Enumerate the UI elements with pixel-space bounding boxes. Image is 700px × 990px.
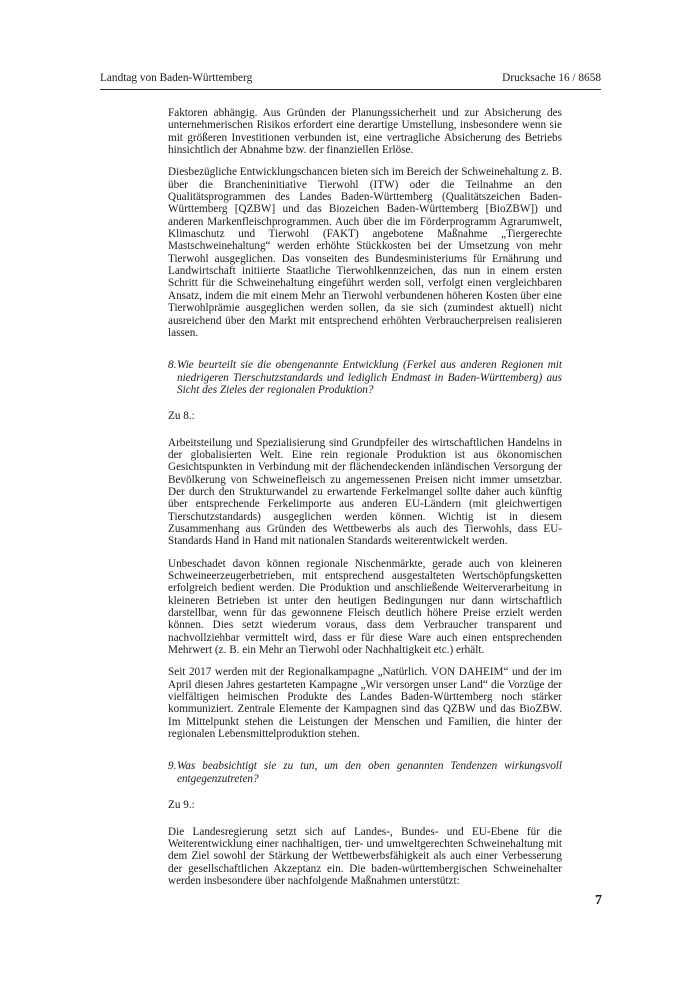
question-8 <box>168 359 562 396</box>
page-number: 7 <box>595 893 602 908</box>
answer-8-heading: Zu 8.: <box>168 410 195 423</box>
question-8-number: 8. <box>168 359 177 372</box>
header-document-number: Drucksache 16 / 8658 <box>502 72 601 84</box>
question-9 <box>168 760 562 785</box>
paragraph-regional-campaign: Seit 2017 werden mit der Regionalkampagne „Natürlich. VON DAHEIM“ und der im April diesen Jahres gestarteten Kampagne „Wir versorgen unser Land“ die Vorzüge der vielfältigen heimischen Produkte des Landes Baden-Württemberg noch stärker kommuniziert. Zentrale Elemente der Kampagnen sind das QZBW und das BioZBW. Im Mittelpunkt stehen die Leistungen der Menschen und Familien, die hinter der regionalen Lebensmittelproduktion stehen. <box>168 666 562 741</box>
paragraph-development-chances: Diesbezügliche Entwicklungschancen bieten sich im Bereich der Schweinehaltung z. B. über die Brancheninitiative Tierwohl (ITW) oder die Teilnahme an den Qualitätsprogrammen des Landes Baden-Württemberg (Qualitätszeichen Baden-Württemberg [QZBW] und das Biozeichen Baden-Württemberg [BioZBW]) und anderen Markenfleischprogrammen. Auch über die im Förderprogramm Agrarumwelt, Klimaschutz und Tierwohl (FAKT) angebotene Maßnahme „Tiergerechte Mastschweinehaltung“ werden erhöhte Stückkosten bei der Umsetzung von mehr Tierwohl ausgeglichen. Das vonseiten des Bundesministeriums für Ernährung und Landwirtschaft initiierte Staatliche Tierwohlkennzeichen, das nun in einem ersten Schritt für die Schweinehaltung eingeführt werden soll, verfolgt einen vergleichbaren Ansatz, indem die mit einem Mehr an Tierwohl verbundenen höheren Kosten über eine Tierwohlprämie ausgeglichen werden sollen, da sie sich (zumindest aktuell) nicht ausreichend über den Markt mit entsprechend erhöhten Verbraucherpreisen realisieren lassen. <box>168 166 562 339</box>
question-9-text: Was beabsichtigt sie zu tun, um den oben genannten Tendenzen wirkungsvoll entgegenzutreten? <box>177 760 562 785</box>
header-divider <box>100 89 601 90</box>
header-parliament: Landtag von Baden-Württemberg <box>100 72 253 84</box>
paragraph-division-of-labour: Arbeitsteilung und Spezialisierung sind Grundpfeiler des wirtschaftlichen Handelns in der globalisierten Welt. Eine rein regionale Produktion ist aus ökonomischen Gesichtspunkten in Verbindung mit der flächendeckenden inländischen Versorgung der Bevölkerung von Schweinefleisch zu angemessenen Preisen nicht immer umsetzbar. Der durch den Strukturwandel zu erwartende Ferkelmangel sollte daher auch künftig über entsprechende Ferkelimporte aus anderen EU-Ländern (mit gleichwertigen Tierschutzstandards) ausgeglichen werden können. Wichtig ist in diesem Zusammenhang aus Gründen des Wettbewerbs als auch des Tierwohls, dass EU-Standards Hand in Hand mit nationalen Standards weiterentwickelt werden. <box>168 436 562 548</box>
paragraph-niche-markets: Unbeschadet davon können regionale Nischenmärkte, gerade auch von kleineren Schweineerzeugerbetrieben, mit entsprechend ausgestalteten Wertschöpfungsketten erfolgreich bedient werden. Die Produktion und anschließende Weiterverarbeitung in kleineren Betrieben ist unter den heutigen Bedingungen nur dann wirtschaftlich darstellbar, wenn für das gewonnene Fleisch deutlich höhere Preise erzielt werden können. Dies setzt wiederum voraus, dass dem Verbraucher transparent und nachvollziehbar vermittelt wird, dass er für diese Ware auch einen entsprechenden Mehrwert (z. B. ein Mehr an Tierwohl oder Nachhaltigkeit etc.) erhält. <box>168 557 562 657</box>
page-header <box>100 71 601 85</box>
answer-9-heading: Zu 9.: <box>168 799 195 812</box>
question-8-text: Wie beurteilt sie die obengenannte Entwicklung (Ferkel aus anderen Regionen mit niedrigeren Tierschutzstandards und lediglich Endmast in Baden-Württemberg) aus Sicht des Zieles der regionalen Produktion? <box>177 359 562 396</box>
paragraph-continuation: Faktoren abhängig. Aus Gründen der Planungssicherheit und zur Absicherung des unternehmerischen Risikos erfordert eine derartige Umstellung, insbesondere wenn sie mit größeren Investitionen verbunden ist, eine vertragliche Absicherung des Betriebs hinsichtlich der Abnahme bzw. der finanziellen Erlöse. <box>168 107 562 157</box>
question-9-number: 9. <box>168 760 177 773</box>
document-body <box>168 107 562 887</box>
paragraph-state-government: Die Landesregierung setzt sich auf Landes-, Bundes- und EU-Ebene für die Weiterentwicklung einer nachhaltigen, tier- und umweltgerechten Schweinehaltung mit dem Ziel sowohl der Stärkung der Wettbewerbsfähigkeit als auch einer Verbesserung der gesellschaftlichen Akzeptanz ein. Die baden-württembergischen Schweinehalter werden insbesondere über nachfolgende Maßnahmen unterstützt: <box>168 825 562 887</box>
